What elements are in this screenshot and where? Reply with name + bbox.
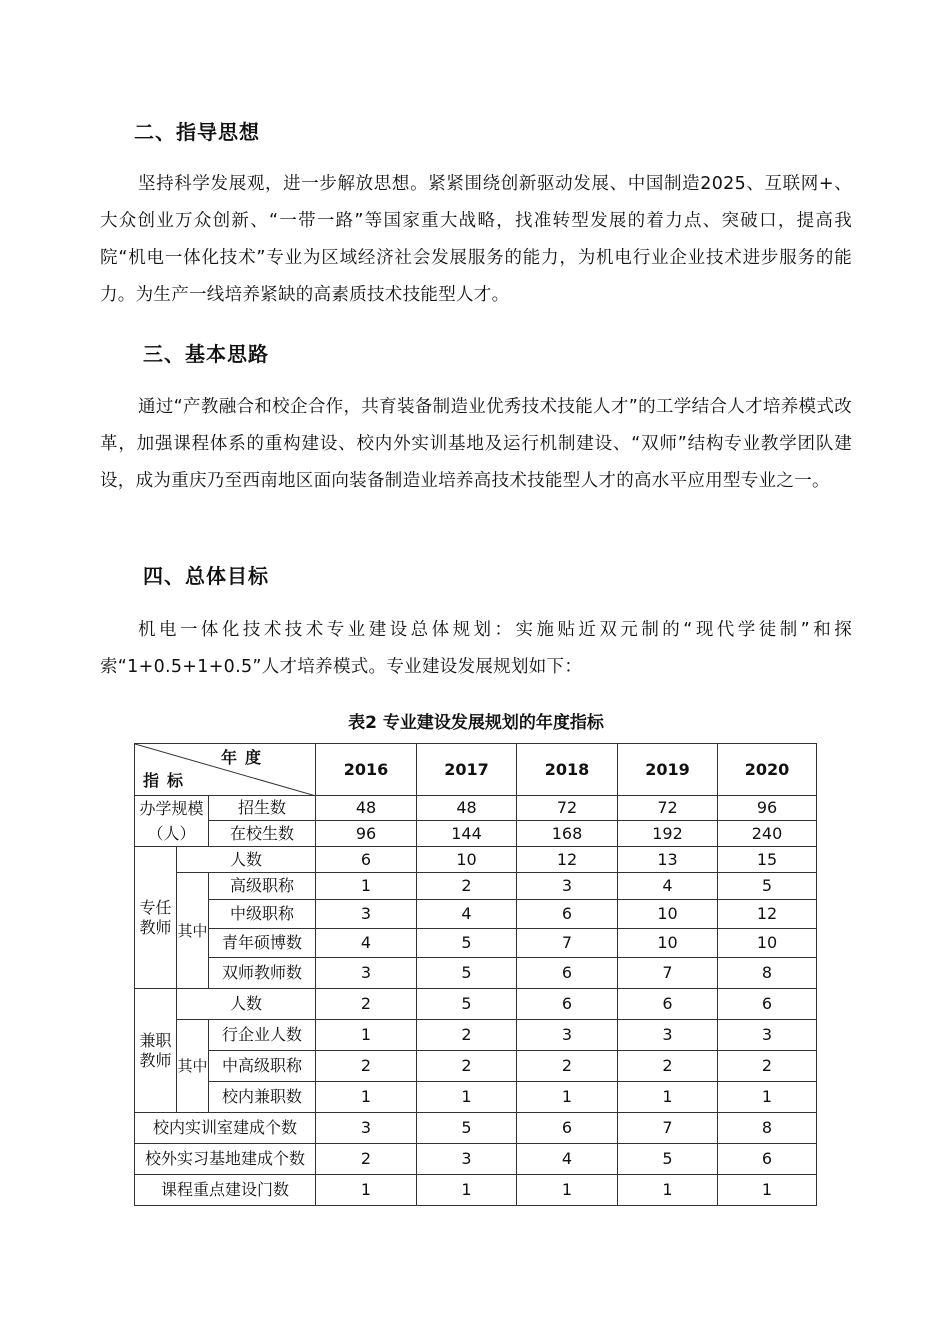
cell: 192 — [618, 821, 718, 847]
cell: 8 — [718, 958, 817, 989]
cell: 1 — [417, 1082, 517, 1113]
cell: 6 — [618, 989, 718, 1020]
cell: 3 — [718, 1020, 817, 1051]
cell: 3 — [618, 1020, 718, 1051]
row-label: 人数 — [177, 847, 316, 873]
year-header: 2016 — [316, 744, 417, 796]
cell: 6 — [517, 900, 618, 929]
table-row — [135, 1113, 817, 1144]
section-4-text: 机电一体化技术技术专业建设总体规划：实施贴近双元制的“现代学徒制”和探索“1+0.5+1+0.5”人才培养模式。专业建设发展规划如下： — [100, 620, 852, 677]
table-row — [135, 989, 817, 1020]
table-row — [135, 796, 817, 821]
cell: 6 — [517, 958, 618, 989]
cell: 13 — [618, 847, 718, 873]
cell: 1 — [718, 1082, 817, 1113]
cell: 4 — [316, 929, 417, 958]
parttime-teacher-group: 兼职教师 — [135, 989, 177, 1113]
table-row — [135, 1175, 817, 1206]
cell: 6 — [517, 989, 618, 1020]
cell: 10 — [718, 929, 817, 958]
cell: 2 — [517, 1051, 618, 1082]
cell: 3 — [517, 873, 618, 900]
cell: 10 — [618, 900, 718, 929]
year-header: 2020 — [718, 744, 817, 796]
cell: 10 — [417, 847, 517, 873]
cell: 5 — [417, 1113, 517, 1144]
section-4-title: 四、总体目标 — [143, 564, 269, 588]
corner-header — [135, 744, 316, 796]
cell: 6 — [718, 989, 817, 1020]
cell: 72 — [618, 796, 718, 821]
cell: 3 — [316, 958, 417, 989]
cell: 5 — [718, 873, 817, 900]
cell: 7 — [517, 929, 618, 958]
cell: 1 — [417, 1175, 517, 1206]
cell: 1 — [316, 1082, 417, 1113]
row-label: 青年硕博数 — [209, 929, 316, 958]
row-label: 校内兼职数 — [209, 1082, 316, 1113]
table-row — [135, 1051, 817, 1082]
cell: 1 — [316, 1020, 417, 1051]
cell: 96 — [718, 796, 817, 821]
cell: 2 — [417, 1051, 517, 1082]
row-label: 人数 — [177, 989, 316, 1020]
cell: 6 — [517, 1113, 618, 1144]
row-label: 行企业人数 — [209, 1020, 316, 1051]
cell: 2 — [417, 1020, 517, 1051]
table-row — [135, 1020, 817, 1051]
table-row — [135, 873, 817, 900]
cell: 3 — [316, 900, 417, 929]
table-row — [135, 847, 817, 873]
cell: 15 — [718, 847, 817, 873]
cell: 1 — [316, 1175, 417, 1206]
cell: 5 — [417, 989, 517, 1020]
annual-indicator-table — [134, 743, 817, 1206]
table-row — [135, 1144, 817, 1175]
fulltime-sub-label: 其中 — [177, 873, 209, 989]
row-label: 中级职称 — [209, 900, 316, 929]
cell: 1 — [517, 1082, 618, 1113]
cell: 7 — [618, 958, 718, 989]
corner-top-label: 年度 — [221, 748, 270, 767]
cell: 12 — [718, 900, 817, 929]
cell: 1 — [618, 1175, 718, 1206]
row-label: 招生数 — [209, 796, 316, 821]
cell: 240 — [718, 821, 817, 847]
year-header: 2018 — [517, 744, 618, 796]
year-header: 2019 — [618, 744, 718, 796]
corner-bottom-label: 指标 — [143, 771, 192, 790]
cell: 12 — [517, 847, 618, 873]
row-label: 校内实训室建成个数 — [135, 1113, 316, 1144]
table-row — [135, 929, 817, 958]
table-header-row — [135, 744, 817, 796]
cell: 5 — [618, 1144, 718, 1175]
cell: 3 — [517, 1020, 618, 1051]
cell: 1 — [316, 873, 417, 900]
row-label: 校外实习基地建成个数 — [135, 1144, 316, 1175]
table-row — [135, 958, 817, 989]
table-row — [135, 900, 817, 929]
parttime-sub-label: 其中 — [177, 1020, 209, 1113]
cell: 5 — [417, 958, 517, 989]
cell: 2 — [316, 1144, 417, 1175]
cell: 2 — [417, 873, 517, 900]
cell: 48 — [316, 796, 417, 821]
table-row — [135, 821, 817, 847]
row-label: 双师教师数 — [209, 958, 316, 989]
fulltime-teacher-group: 专任教师 — [135, 847, 177, 989]
cell: 48 — [417, 796, 517, 821]
row-label: 在校生数 — [209, 821, 316, 847]
cell: 5 — [417, 929, 517, 958]
section-3-title: 三、基本思路 — [143, 342, 269, 366]
cell: 8 — [718, 1113, 817, 1144]
cell: 3 — [316, 1113, 417, 1144]
cell: 1 — [517, 1175, 618, 1206]
table-row — [135, 1082, 817, 1113]
row-label: 课程重点建设门数 — [135, 1175, 316, 1206]
cell: 144 — [417, 821, 517, 847]
table-caption: 表2 专业建设发展规划的年度指标 — [348, 713, 604, 733]
cell: 6 — [718, 1144, 817, 1175]
section-2-text: 坚持科学发展观，进一步解放思想。紧紧围绕创新驱动发展、中国制造2025、互联网+、大众创业万众创新、“一带一路”等国家重大战略，找准转型发展的着力点、突破口，提高我院“机电一体化技术”专业为区域经济社会发展服务的能力，为机电行业企业技术进步服务的能力。为生产一线培养紧缺的高素质技术技能型人才。 — [100, 174, 852, 305]
cell: 2 — [718, 1051, 817, 1082]
cell: 2 — [316, 989, 417, 1020]
cell: 168 — [517, 821, 618, 847]
cell: 1 — [718, 1175, 817, 1206]
cell: 72 — [517, 796, 618, 821]
school-scale-group: 办学规模（人） — [135, 796, 209, 847]
cell: 2 — [316, 1051, 417, 1082]
cell: 4 — [517, 1144, 618, 1175]
cell: 6 — [316, 847, 417, 873]
cell: 10 — [618, 929, 718, 958]
cell: 4 — [618, 873, 718, 900]
cell: 2 — [618, 1051, 718, 1082]
year-header: 2017 — [417, 744, 517, 796]
cell: 96 — [316, 821, 417, 847]
cell: 3 — [417, 1144, 517, 1175]
cell: 1 — [618, 1082, 718, 1113]
row-label: 高级职称 — [209, 873, 316, 900]
row-label: 中高级职称 — [209, 1051, 316, 1082]
cell: 4 — [417, 900, 517, 929]
cell: 7 — [618, 1113, 718, 1144]
section-2-title: 二、指导思想 — [134, 120, 260, 144]
section-3-text: 通过“产教融合和校企合作，共育装备制造业优秀技术技能人才”的工学结合人才培养模式改革，加强课程体系的重构建设、校内外实训基地及运行机制建设、“双师”结构专业教学团队建设，成为重庆乃至西南地区面向装备制造业培养高技术技能型人才的高水平应用型专业之一。 — [100, 397, 852, 491]
